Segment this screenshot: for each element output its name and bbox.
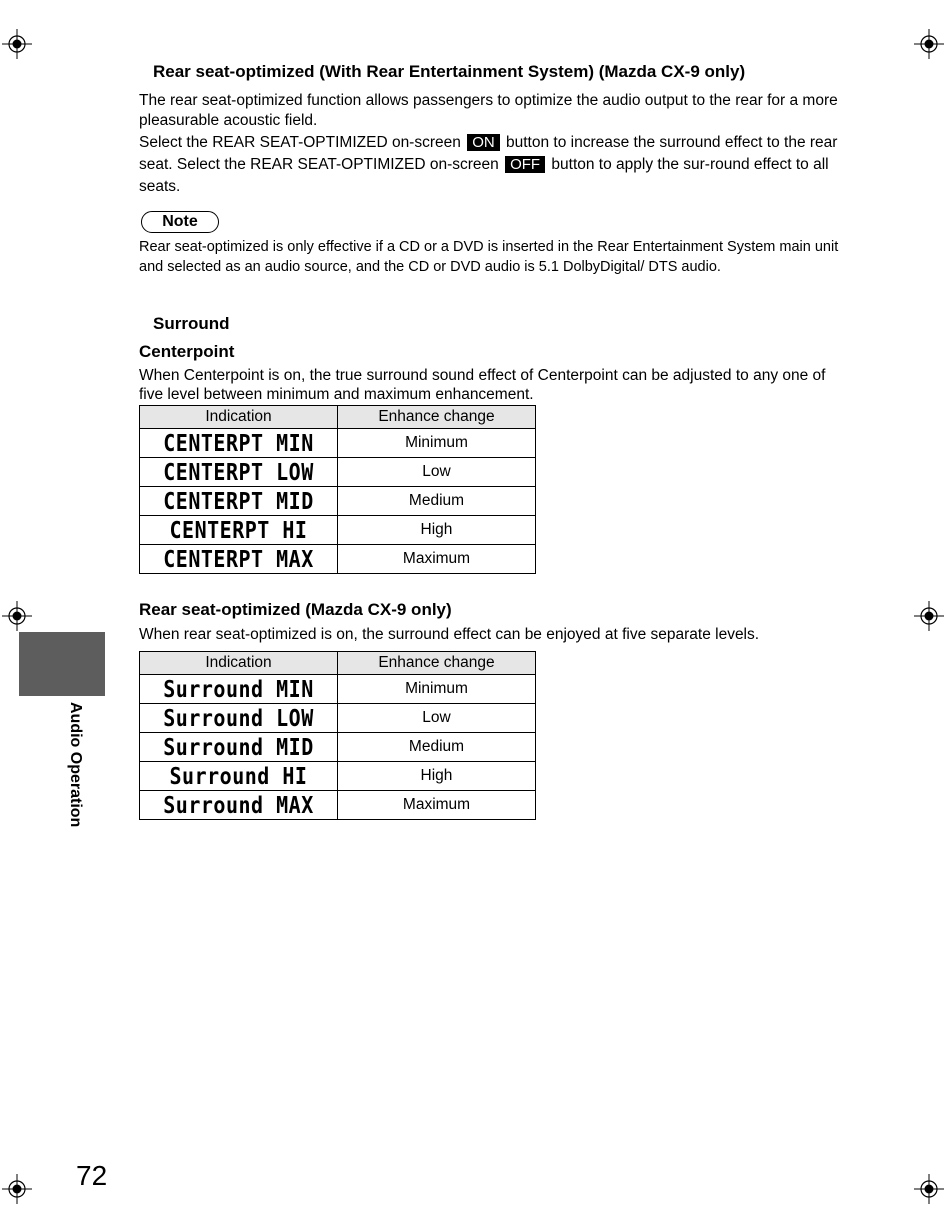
table-row — [140, 791, 536, 820]
instruction-text-b: button to increase the surround effect to the rear seat. Select the REAR SEAT-OPTIMIZED on-screen — [139, 134, 838, 173]
centerpoint-heading: Centerpoint — [139, 342, 235, 361]
centerpoint-description: When Centerpoint is on, the true surround sound effect of Centerpoint can be adjusted to any one of five level between minimum and maximum enhancement. — [139, 367, 826, 403]
table-row — [140, 675, 536, 704]
enhance-value: Minimum — [338, 675, 536, 704]
section-title: Rear seat-optimized (With Rear Entertainment System) (Mazda CX-9 only) — [153, 62, 746, 81]
table-header-indication: Indication — [140, 652, 338, 675]
enhance-value: Maximum — [338, 545, 536, 574]
instruction-text-c: button to apply the sur-round effect to all seats. — [139, 156, 829, 195]
registration-mark-icon — [914, 29, 944, 59]
registration-mark-icon — [914, 601, 944, 631]
enhance-value: Low — [338, 458, 536, 487]
enhance-value: Medium — [338, 733, 536, 762]
lcd-indication: CENTERPT HI — [169, 516, 308, 544]
table-row — [140, 545, 536, 574]
surround-heading: Surround — [153, 314, 230, 333]
enhance-value: Maximum — [338, 791, 536, 820]
lcd-indication: Surround HI — [169, 762, 308, 790]
chapter-label: Audio Operation — [67, 702, 84, 828]
enhance-value: Low — [338, 704, 536, 733]
on-button-label: ON — [467, 134, 500, 151]
centerpoint-table — [139, 405, 536, 574]
intro-paragraph: The rear seat-optimized function allows passengers to optimize the audio output to the rear for a more pleasurable acoustic field. — [139, 92, 838, 129]
lcd-indication: Surround MIN — [163, 675, 314, 703]
rear-optimized-description: When rear seat-optimized is on, the surround effect can be enjoyed at five separate levels. — [139, 626, 760, 643]
lcd-indication: CENTERPT MIN — [163, 429, 314, 457]
enhance-value: Minimum — [338, 429, 536, 458]
registration-mark-icon — [914, 1174, 944, 1204]
note-text: Rear seat-optimized is only effective if a CD or a DVD is inserted in the Rear Entertainment System main unit and selected as an audio source, and the CD or DVD audio is 5.1 DolbyDigital/ DTS audio. — [139, 239, 839, 275]
table-header-enhance: Enhance change — [338, 652, 536, 675]
enhance-value: High — [338, 516, 536, 545]
registration-mark-icon — [2, 601, 32, 631]
registration-mark-icon — [2, 1174, 32, 1204]
registration-mark-icon — [2, 29, 32, 59]
lcd-indication: Surround LOW — [163, 704, 314, 732]
note-label: Note — [141, 211, 219, 233]
table-row — [140, 733, 536, 762]
rear-optimized-heading: Rear seat-optimized (Mazda CX-9 only) — [139, 600, 452, 619]
surround-table — [139, 651, 536, 820]
table-row — [140, 458, 536, 487]
enhance-value: High — [338, 762, 536, 791]
lcd-indication: CENTERPT MAX — [163, 545, 314, 573]
table-header-row — [140, 652, 536, 675]
table-row — [140, 429, 536, 458]
instruction-paragraph — [139, 132, 839, 198]
enhance-value: Medium — [338, 487, 536, 516]
table-row — [140, 762, 536, 791]
table-row — [140, 516, 536, 545]
page-number: 72 — [76, 1160, 108, 1191]
table-row — [140, 704, 536, 733]
chapter-tab — [19, 632, 105, 696]
lcd-indication: CENTERPT MID — [163, 487, 314, 515]
table-header-row — [140, 406, 536, 429]
instruction-text-a: Select the REAR SEAT-OPTIMIZED on-screen — [139, 134, 461, 151]
table-header-enhance: Enhance change — [338, 406, 536, 429]
lcd-indication: Surround MID — [163, 733, 314, 761]
off-button-label: OFF — [505, 156, 545, 173]
table-header-indication: Indication — [140, 406, 338, 429]
table-row — [140, 487, 536, 516]
lcd-indication: CENTERPT LOW — [163, 458, 314, 486]
lcd-indication: Surround MAX — [163, 791, 314, 819]
